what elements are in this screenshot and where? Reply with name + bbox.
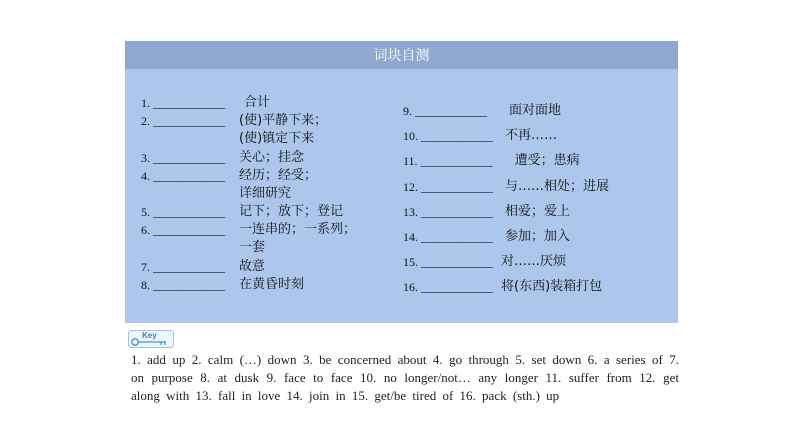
list-item — [141, 112, 356, 149]
item-number-blank: 4. ____________ — [141, 169, 225, 183]
list-item — [141, 258, 356, 276]
item-number-blank: 8. ____________ — [141, 278, 225, 292]
vocabulary-panel — [125, 41, 678, 323]
list-item — [403, 178, 609, 203]
item-number-blank: 15. ____________ — [403, 255, 493, 269]
item-number-blank: 11. ____________ — [403, 154, 493, 168]
item-meaning: 相爱；爱上 — [505, 204, 571, 219]
item-meaning: 在黄昏时刻 — [239, 277, 305, 292]
item-meaning: 故意 — [239, 259, 266, 274]
item-number-blank: 3. ____________ — [141, 151, 225, 165]
list-item — [403, 253, 609, 278]
item-meaning: 关心；挂念 — [239, 150, 305, 165]
item-number-blank: 10. ____________ — [403, 129, 493, 143]
list-item — [141, 149, 356, 167]
item-number-blank: 13. ____________ — [403, 205, 493, 219]
item-meaning: 不再…… — [505, 128, 558, 143]
item-number-blank: 7. ____________ — [141, 260, 225, 274]
item-meaning: 与……相处；进展 — [505, 179, 610, 194]
list-item — [403, 152, 609, 178]
panel-title: 词块自测 — [125, 41, 678, 69]
key-label: Key — [142, 331, 157, 340]
list-item — [403, 278, 609, 303]
item-meaning: 经历；经受； 详细研究 — [239, 168, 318, 201]
list-item — [141, 167, 356, 203]
item-meaning: (使)平静下来； (使)镇定下来 — [239, 113, 328, 146]
list-item — [141, 94, 356, 112]
list-item — [403, 102, 609, 127]
right-column — [403, 102, 609, 303]
list-item — [141, 276, 356, 294]
list-item — [141, 203, 356, 221]
list-item — [403, 228, 609, 253]
item-number-blank: 2. ____________ — [141, 114, 225, 128]
answer-key-text: 1. add up 2. calm (…) down 3. be concerned about 4. go through 5. set down 6. a series of 7. on purpose 8. at dusk 9. face to face 10. no longer/not… any longer 11. suffer from 12. get along with 13. fall in love 14. join in 15. get/be tired of 16. pack (sth.) up — [131, 352, 679, 403]
key-icon — [128, 330, 174, 348]
list-item — [403, 127, 609, 152]
item-meaning: 一连串的；一系列； 一套 — [239, 222, 357, 255]
item-meaning: 合计 — [244, 95, 271, 110]
item-meaning: 参加；加入 — [505, 229, 571, 244]
item-number-blank: 5. ____________ — [141, 205, 225, 219]
item-number-blank: 12. ____________ — [403, 180, 493, 194]
item-number-blank: 14. ____________ — [403, 230, 493, 244]
item-number-blank: 6. ____________ — [141, 223, 225, 237]
item-meaning: 面对面地 — [509, 103, 562, 118]
list-item — [403, 203, 609, 228]
item-meaning: 遭受；患病 — [514, 153, 580, 168]
item-number-blank: 9. ____________ — [403, 104, 487, 118]
list-item — [141, 221, 356, 258]
item-meaning: 将(东西)装箱打包 — [501, 279, 603, 294]
item-number-blank: 16. ____________ — [403, 280, 493, 294]
item-number-blank: 1. ____________ — [141, 96, 225, 110]
item-meaning: 记下；放下；登记 — [239, 204, 344, 219]
item-meaning: 对……厌烦 — [501, 254, 567, 269]
left-column — [141, 94, 356, 294]
